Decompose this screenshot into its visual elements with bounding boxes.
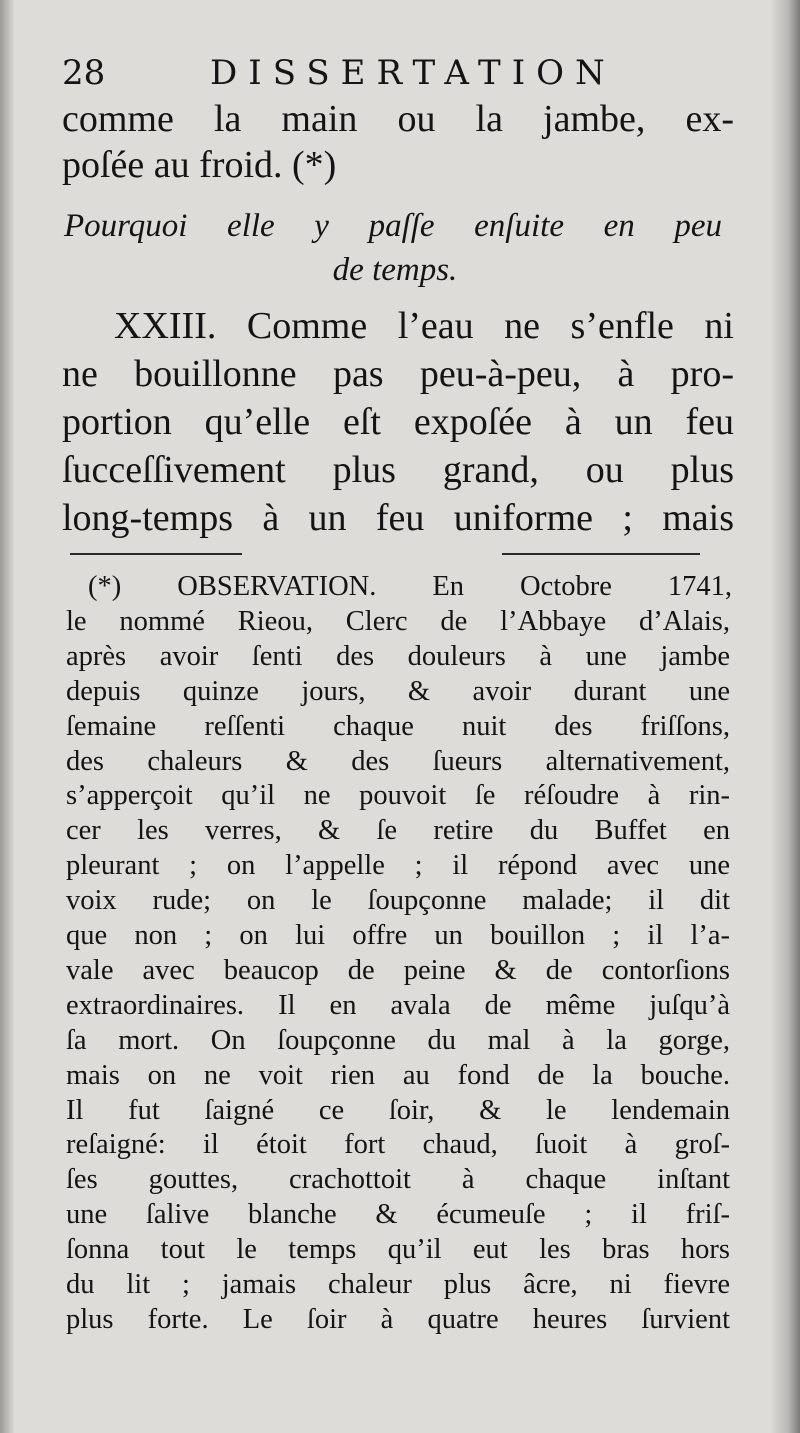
page-edge-shadow (770, 0, 800, 1433)
footnote-line: que non ; on lui offre un bouillon ; il l’a- (66, 920, 730, 951)
footnote-line: extraordinaires. Il en avala de même juſqu’à (66, 989, 730, 1021)
side-heading-line: de temps. (332, 252, 458, 288)
footnote-line: cer les verres, & ſe retire du Buffet en (66, 815, 730, 847)
footnote-line: Il fut ſaigné ce ſoir, & le lendemain (66, 1094, 730, 1126)
text-line: poſée au froid. (*) (62, 144, 337, 186)
paragraph-line: XXIII. Comme l’eau ne s’enfle ni (114, 305, 734, 347)
footnote-line: ſes gouttes, crachottoit à chaque inſtant (66, 1164, 730, 1196)
footnote-line: mais on ne voit rien au fond de la bouche. (66, 1059, 730, 1091)
footnote-line: pleurant ; on l’appelle ; il répond avec une (66, 850, 730, 882)
footnote-line: s’apperçoit qu’il ne pouvoit ſe réſoudre à rin- (66, 780, 730, 812)
footnote-line: reſaigné: il étoit fort chaud, ſuoit à groſ- (66, 1129, 730, 1161)
footnote-rule-right (502, 553, 700, 555)
footnote-line: depuis quinze jours, & avoir durant une (66, 675, 730, 707)
footnote-line: le nommé Rieou, Clerc de l’Abbaye d’Alais, (66, 605, 730, 637)
footnote-line: après avoir ſenti des douleurs à une jambe (66, 640, 730, 672)
footnote-line: une ſalive blanche & écumeuſe ; il friſ- (66, 1199, 730, 1231)
footnote-line: du lit ; jamais chaleur plus âcre, ni fievre (66, 1269, 730, 1300)
paragraph-line: long-temps à un feu uniforme ; mais (62, 497, 734, 539)
side-heading-line: Pourquoi elle y paſſe enſuite en peu (64, 208, 722, 244)
footnote-line: plus forte. Le ſoir à quatre heures ſurvient (66, 1303, 730, 1335)
text-line: comme la main ou la jambe, ex- (62, 98, 734, 140)
page-gutter-shadow (0, 0, 14, 1433)
footnote-line: ſonna tout le temps qu’il eut les bras hors (66, 1234, 730, 1266)
footnote-line: voix rude; on le ſoupçonne malade; il dit (66, 885, 730, 917)
paragraph-line: ſucceſſivement plus grand, ou plus (62, 449, 734, 491)
footnote-line: des chaleurs & des ſueurs alternativement, (66, 745, 730, 777)
paragraph-line: portion qu’elle eſt expoſée à un feu (62, 401, 734, 443)
footnote-rule-left (70, 553, 242, 555)
footnote-line: (*) OBSERVATION. En Octobre 1741, (88, 571, 732, 602)
footnote-line: ſemaine reſſenti chaque nuit des friſſons, (66, 710, 730, 742)
page-number: 28 (62, 53, 106, 93)
footnote-line: ſa mort. On ſoupçonne du mal à la gorge, (66, 1024, 730, 1056)
running-title: DISSERTATION (210, 53, 616, 93)
paragraph-line: ne bouillonne pas peu-à-peu, à pro- (62, 353, 734, 395)
running-head (62, 50, 722, 96)
footnote-line: vale avec beaucop de peine & de contorſions (66, 954, 730, 986)
